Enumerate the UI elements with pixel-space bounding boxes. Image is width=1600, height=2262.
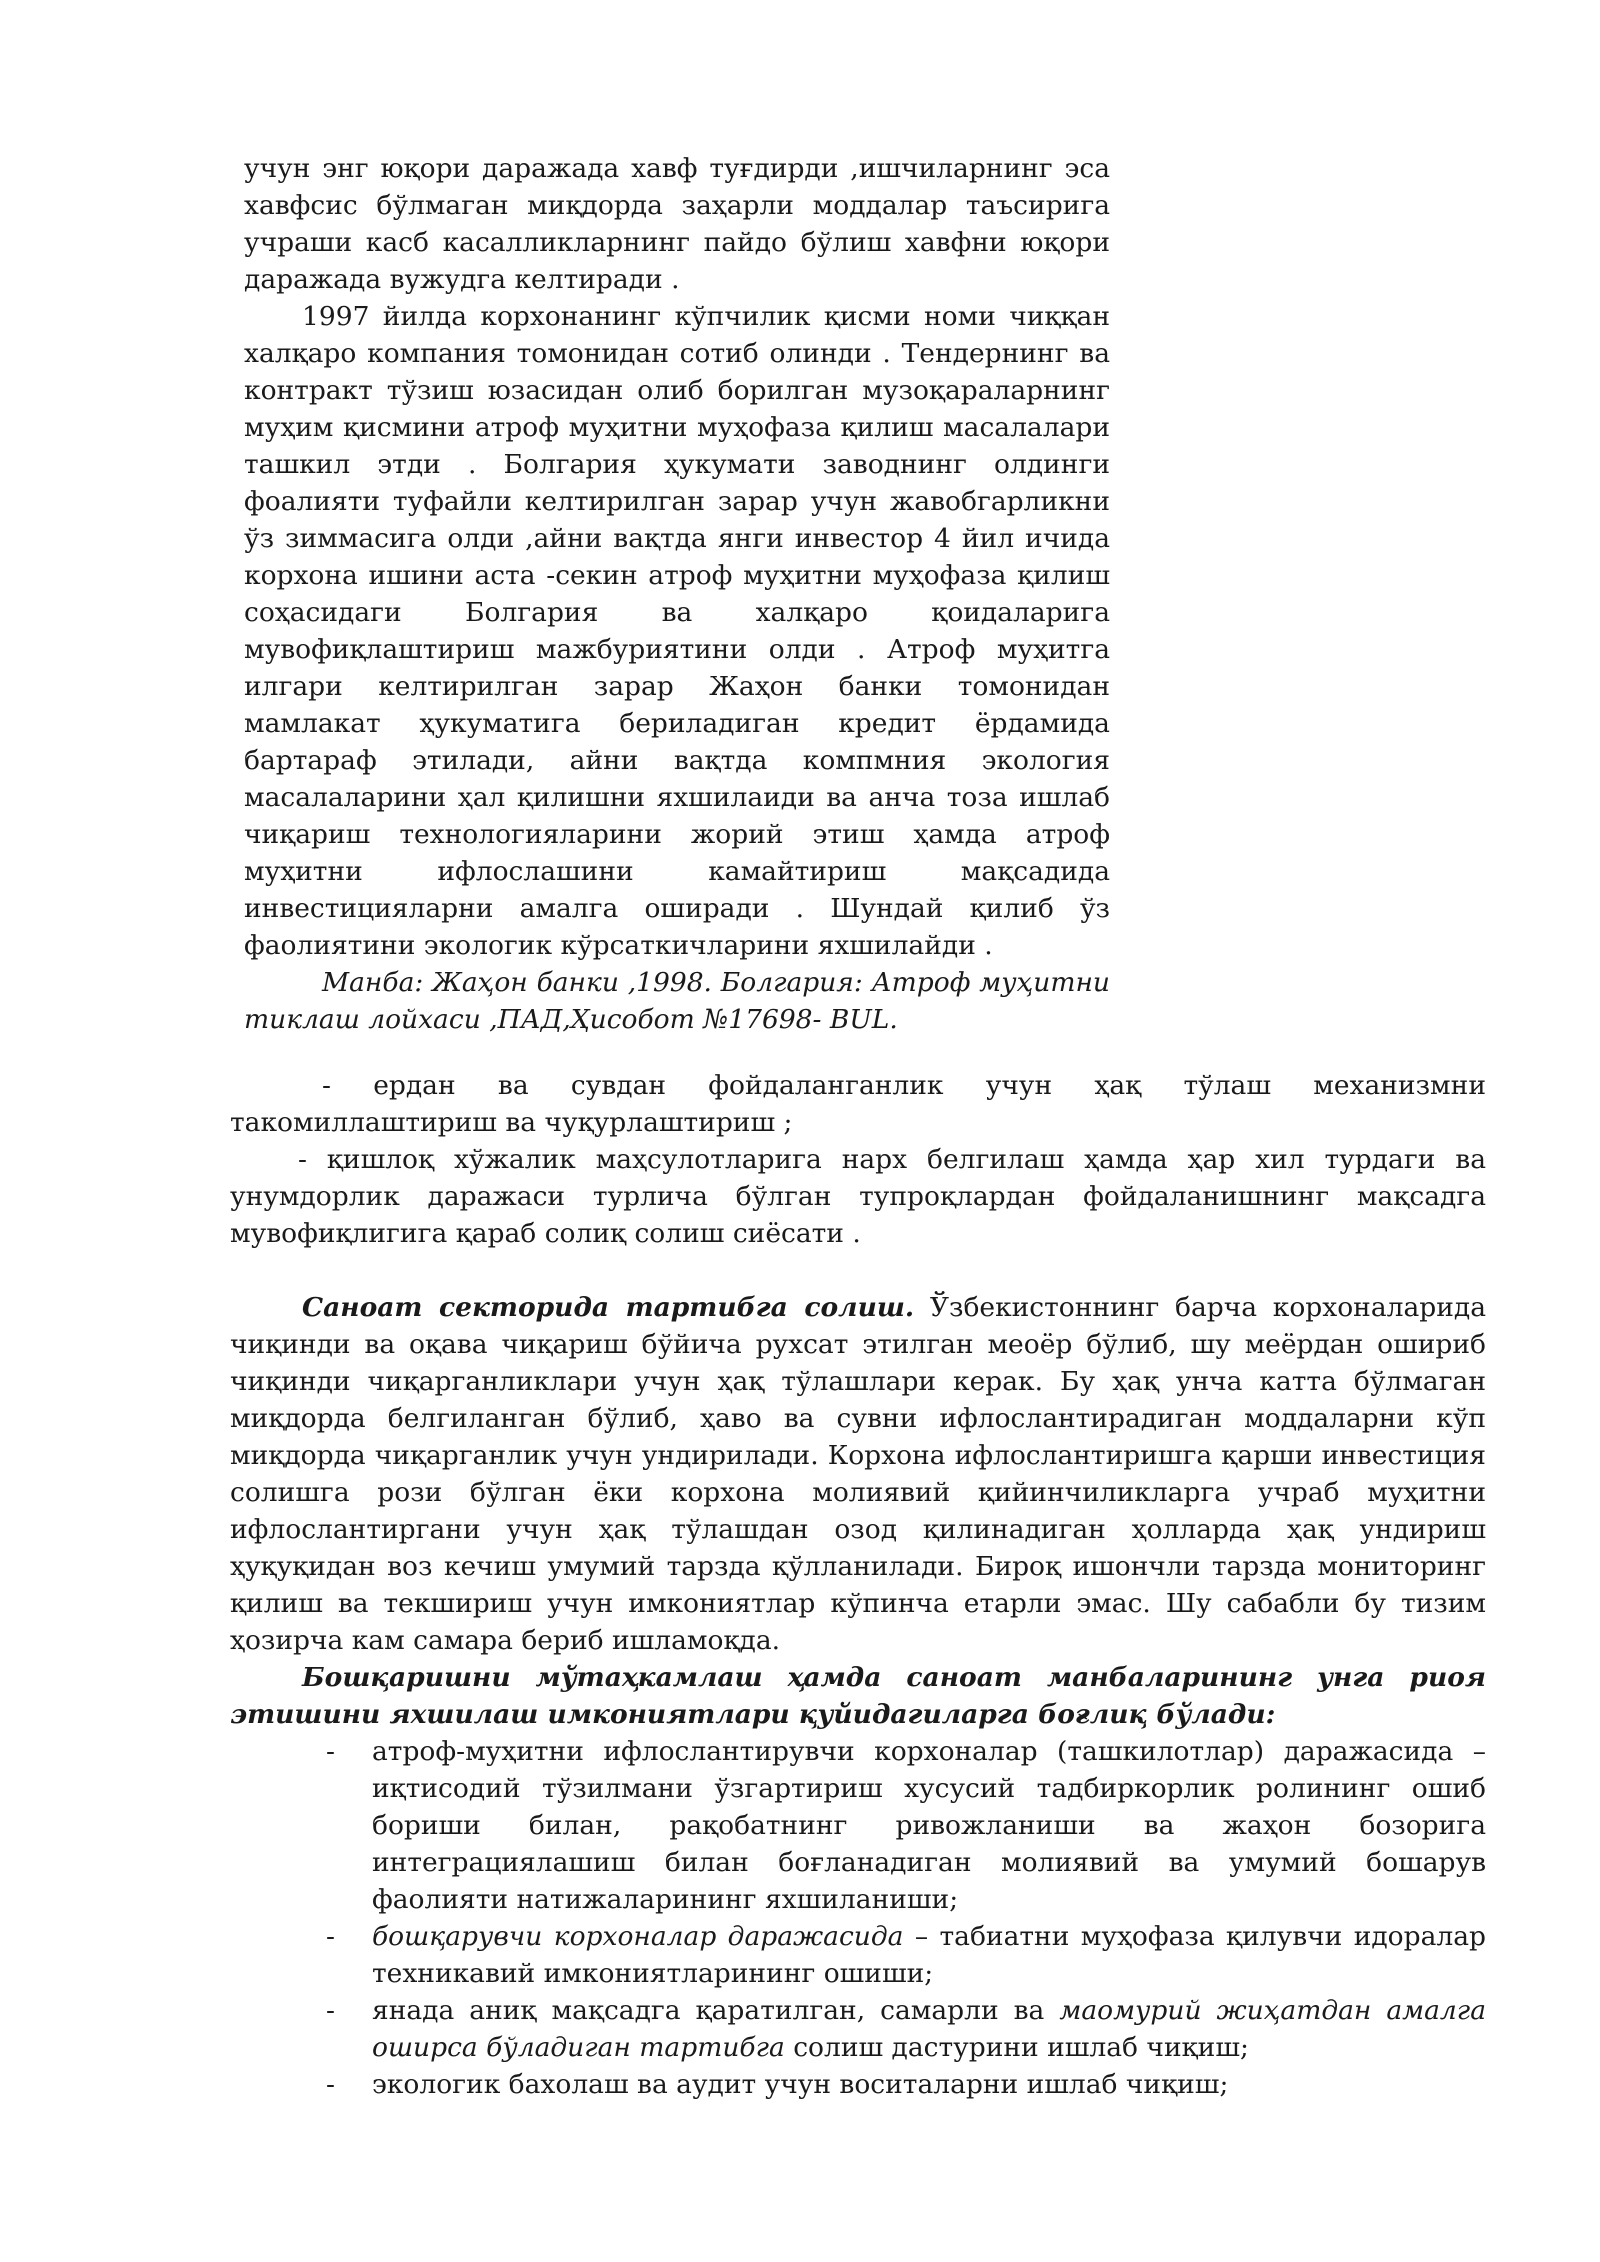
list-item-text: солиш дастурини ишлаб чиқиш; xyxy=(784,2032,1249,2063)
list-item xyxy=(230,1918,1486,1992)
bullet-dash: - xyxy=(326,1921,335,1952)
paragraph-gap xyxy=(230,1252,1486,1289)
bullet-dash: - xyxy=(326,2069,335,2100)
list-item xyxy=(230,1733,1486,1918)
industry-regulation-text: Ўзбекистоннинг барча корхоналарида чиқинди ва оқава чиқариш бўйича рухсат этилган меоёр бўлиб, шу меёрдан ошириб чиқинди чиқарганликлари учун ҳақ тўлашлари керак. Бу ҳақ унча катта бўлмаган миқдорда белгиланган бўлиб, ҳаво ва сувни ифлослантирадиган моддаларни кўп миқдорда чиқарганлик учун ундирилади. Корхона ифлослантиришга қарши инвестиция солишга рози бўлган ёки корхона молиявий қийинчиликларга учраб муҳитни ифлослантиргани учун ҳақ тўлашдан озод қилинадиган ҳолларда ҳақ ундириш ҳуқуқидан воз кечиш умумий тарзда қўлланилади. Бироқ ишончли тарзда мониторинг қилиш ва текшириш учун имкониятлар кўпинча етарли эмас. Шу сабабли бу тизим ҳозирча кам самара бериб ишламоқда. xyxy=(230,1292,1487,1656)
dash-item-land-water: - ердан ва сувдан фойдаланганлик учун ҳақ тўлаш механизмни такомиллаштириш ва чуқурлаштириш ; xyxy=(230,1070,1486,1138)
case-study-paragraph-1: учун энг юқори даражада хавф туғдирди ,ишчиларнинг эса хавфсис бўлмаган миқдорда заҳарли моддалар таъсирига учраши касб касалликларнинг пайдо бўлиш хавфни юқори даражада вужудга келтиради . xyxy=(244,153,1110,295)
list-item-italic-text: маомурий жиҳатдан амалга оширса бўладиган тартибга xyxy=(372,1995,1487,2063)
list-item-text: – табиатни муҳофаза қилувчи идоралар техникавий имкониятларининг ошиши; xyxy=(372,1921,1486,1989)
case-study-source: Манба: Жаҳон банки ,1998. Болгария: Атроф муҳитни тиклаш лойхаси ,ПАД,Ҳисобот №17698- BUL. xyxy=(244,967,1110,1035)
list-item-text: янада аниқ мақсадга қаратилган, самарли ва xyxy=(372,1995,1060,2026)
case-study-box xyxy=(244,150,1110,1038)
bullet-dash: - xyxy=(326,1736,335,1767)
improvement-list xyxy=(230,1733,1486,2103)
list-item xyxy=(230,2066,1486,2103)
list-item xyxy=(230,1992,1486,2066)
industry-regulation-paragraph xyxy=(230,1289,1486,1659)
list-item-text: атроф-муҳитни ифлослантирувчи корхоналар (ташкилотлар) даражасида – иқтисодий тўзилмани ўзгартириш хусусий тадбиркорлик ролининг ошиб бориши билан, рақобатнинг ривожланиши ва жаҳон бозорига интеграциялашиш билан боғланадиган молиявий ва умумий бошарув фаолияти натижаларининг яхшиланиши; xyxy=(372,1736,1486,1915)
main-body-text xyxy=(230,1067,1486,2103)
dash-item-agriculture: - қишлоқ хўжалик маҳсулотларига нарх белгилаш ҳамда ҳар хил турдаги ва унумдорлик даражаси турлича бўлган тупроқлардан фойдаланишнинг мақсадга мувофиқлигига қараб солиқ солиш сиёсати . xyxy=(230,1144,1486,1249)
list-item-italic-text: бошқарувчи корхоналар даражасида xyxy=(372,1921,904,1952)
improvement-heading: Бошқаришни мўтаҳкамлаш ҳамда саноат манбаларининг унга риоя этишини яхшилаш имкониятлари қуйидагиларга боғлиқ бўлади: xyxy=(230,1662,1486,1730)
case-study-paragraph-2: 1997 йилда корхонанинг кўпчилик қисми номи чиққан халқаро компания томонидан сотиб олинди . Тендернинг ва контракт тўзиш юзасидан олиб борилган музоқараларнинг муҳим қисмини атроф муҳитни муҳофаза қилиш масалалари ташкил этди . Болгария ҳукумати заводнинг олдинги фоалияти туфайли келтирилган зарар учун жавобгарликни ўз зиммасига олди ,айни вақтда янги инвестор 4 йил ичида корхона ишини аста -секин атроф муҳитни муҳофаза қилиш соҳасидаги Болгария ва халқаро қоидаларига мувофиқлаштириш мажбуриятини олди . Атроф муҳитга илгари келтирилган зарар Жаҳон банки томонидан мамлакат ҳукуматига бериладиган кредит ёрдамида бартараф этилади, айни вақтда компмния экология масалаларини ҳал қилишни яхшилаиди ва анча тоза ишлаб чиқариш технологияларини жорий этиш ҳамда атроф муҳитни ифлослашини камайтириш мақсадида инвестицияларни амалга оширади . Шундай қилиб ўз фаолиятини экологик кўрсаткичларини яхшилайди . xyxy=(244,301,1110,961)
industry-regulation-heading: Саноат секторида тартибга солиш. xyxy=(302,1292,915,1323)
bullet-dash: - xyxy=(326,1995,335,2026)
list-item-text: экологик бахолаш ва аудит учун воситаларни ишлаб чиқиш; xyxy=(372,2069,1229,2100)
